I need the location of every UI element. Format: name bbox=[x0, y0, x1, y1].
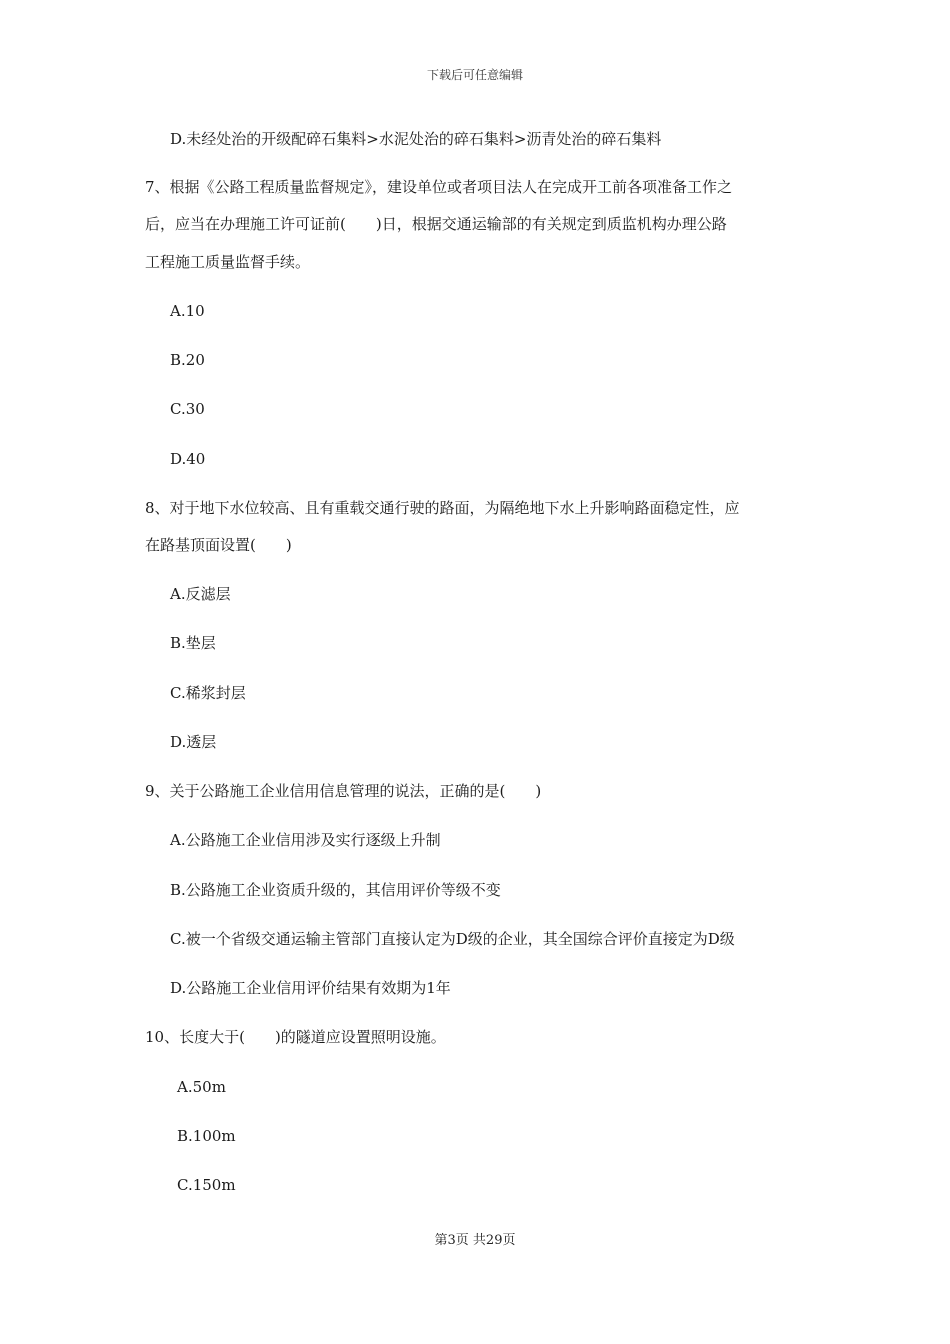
page-footer: 第3页 共29页 bbox=[434, 1233, 516, 1248]
question-text: 7、根据《公路工程质量监督规定》，建设单位或者项目法人在完成开工前各项准备工作之 bbox=[145, 178, 733, 196]
answer-option: B.垫层 bbox=[170, 634, 216, 652]
answer-option: D.未经处治的开级配碎石集料>水泥处治的碎石集料>沥青处治的碎石集料 bbox=[170, 130, 662, 148]
answer-option: B.20 bbox=[170, 351, 205, 369]
answer-option: D.40 bbox=[170, 450, 206, 468]
answer-option: A.10 bbox=[170, 302, 205, 320]
answer-option: C.30 bbox=[170, 400, 205, 418]
question-text: 9、关于公路施工企业信用信息管理的说法，正确的是( ) bbox=[145, 782, 542, 800]
answer-option: C.150m bbox=[177, 1176, 236, 1194]
answer-option: C.稀浆封层 bbox=[170, 684, 246, 702]
answer-option: C.被一个省级交通运输主管部门直接认定为D级的企业，其全国综合评价直接定为D级 bbox=[170, 930, 735, 948]
answer-option: A.50m bbox=[177, 1078, 226, 1096]
page-header: 下载后可任意编辑 bbox=[426, 68, 523, 82]
answer-option: D.公路施工企业信用评价结果有效期为1年 bbox=[170, 979, 451, 997]
answer-option: A.公路施工企业信用涉及实行逐级上升制 bbox=[170, 831, 441, 849]
question-text: 在路基顶面设置( ) bbox=[145, 536, 292, 554]
answer-option: B.公路施工企业资质升级的，其信用评价等级不变 bbox=[170, 881, 501, 899]
question-text: 后，应当在办理施工许可证前( )日，根据交通运输部的有关规定到质监机构办理公路 bbox=[145, 215, 727, 233]
question-text: 8、对于地下水位较高、且有重载交通行驶的路面，为隔绝地下水上升影响路面稳定性，应 bbox=[145, 499, 740, 517]
question-text: 工程施工质量监督手续。 bbox=[145, 253, 311, 271]
question-text: 10、长度大于( )的隧道应设置照明设施。 bbox=[145, 1028, 446, 1046]
answer-option: D.透层 bbox=[170, 733, 217, 751]
answer-option: B.100m bbox=[177, 1127, 236, 1145]
answer-option: A.反滤层 bbox=[170, 585, 231, 603]
